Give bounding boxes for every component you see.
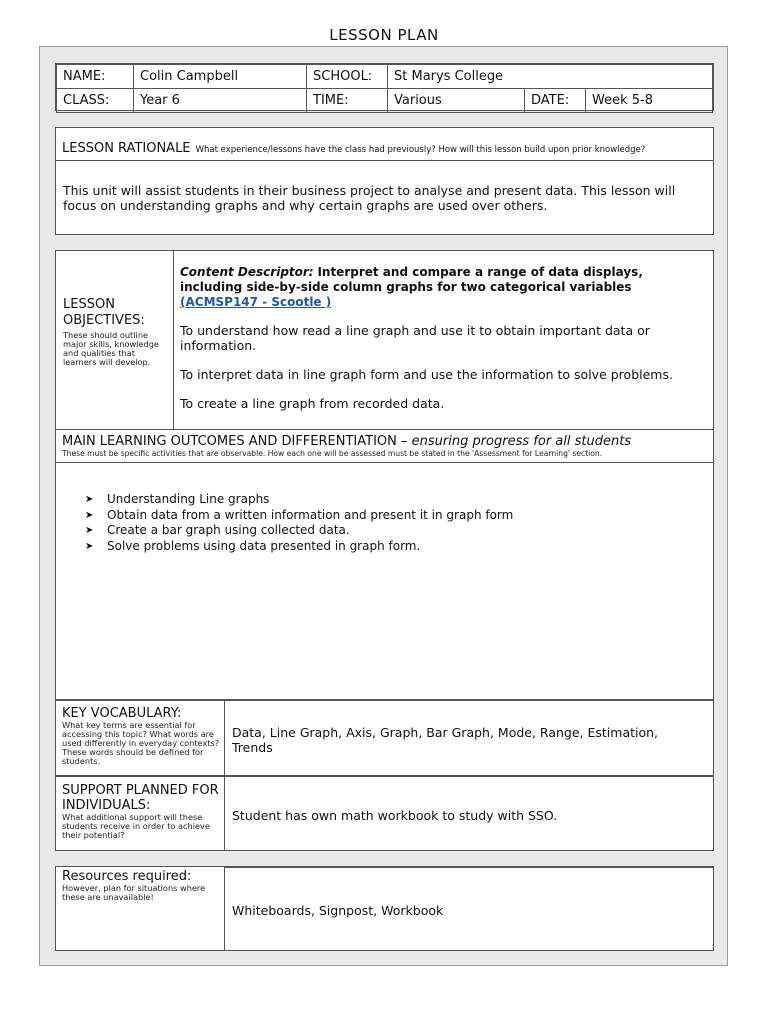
list-item: ➤ Understanding Line graphs <box>85 492 270 506</box>
class-value: Year 6 <box>134 89 307 113</box>
rationale-section <box>55 127 714 235</box>
vocabulary-section <box>55 700 714 776</box>
resources-section <box>55 866 714 951</box>
objective-item: To interpret data in line graph form and use the information to solve problems. <box>180 367 673 382</box>
arrow-bullet-icon: ➤ <box>85 494 94 505</box>
outcomes-hint: These must be specific activities that are observable. How each one will be assessed must be stated in the 'Assessment for Learning' section. <box>62 449 603 458</box>
school-label: SCHOOL: <box>307 65 388 89</box>
vocabulary-text: Data, Line Graph, Axis, Graph, Bar Graph, Mode, Range, Estimation, Trends <box>232 725 659 755</box>
list-item: ➤ Obtain data from a written information and present it in graph form <box>85 507 514 522</box>
arrow-bullet-icon: ➤ <box>85 509 94 521</box>
outcomes-label: MAIN LEARNING OUTCOMES AND DIFFERENTIATION <box>62 434 397 449</box>
rationale-text: This unit will assist students in their business project to analyse and present data. This lesson will focus on understanding graphs and why certain graphs are used over others. <box>63 183 676 213</box>
support-text: Student has own math workbook to study with SSO. <box>232 808 558 823</box>
vocabulary-hint: What key terms are essential for accessing this topic? What words are used differently in everyday contexts? These words should be defined for students. <box>62 720 220 766</box>
support-hint: What additional support will these students receive in order to achieve their potential? <box>62 812 210 840</box>
time-label: TIME: <box>307 89 388 113</box>
objective-item: To create a line graph from recorded data. <box>180 396 445 411</box>
rationale-prompt: What experience/lessons have the class had previously? How will this lesson build upon prior knowledge? <box>195 145 646 155</box>
list-item: ➤ Create a bar graph using collected data. <box>85 523 350 537</box>
support-section <box>55 776 714 851</box>
objectives-hint: These should outline major skills, knowledge and qualities that learners will develop. <box>63 330 159 367</box>
arrow-bullet-icon: ➤ <box>85 525 94 536</box>
resources-label: Resources required: <box>62 869 192 884</box>
time-value: Various <box>388 89 525 113</box>
arrow-bullet-icon: ➤ <box>85 540 94 552</box>
resources-text: Whiteboards, Signpost, Workbook <box>232 903 444 918</box>
content-descriptor-text: Interpret and compare a range of data displays, including side-by-side column graphs for two categorical variables <box>180 265 643 294</box>
content-descriptor-label: Content Descriptor: <box>180 265 314 279</box>
objectives-outcomes-section <box>55 250 714 700</box>
date-value: Week 5-8 <box>586 89 713 113</box>
outcomes-emphasis: – ensuring progress for all students <box>401 434 632 449</box>
date-label: DATE: <box>525 89 586 113</box>
vocabulary-label: KEY VOCABULARY: <box>62 706 182 721</box>
name-value: Colin Campbell <box>134 65 307 89</box>
rationale-label: LESSON RATIONALE <box>62 141 191 156</box>
resources-hint: However, plan for situations where these are unavailable! <box>62 883 206 902</box>
outcomes-list <box>85 492 703 554</box>
list-item: ➤ Solve problems using data presented in graph form. <box>85 538 421 553</box>
page-title: LESSON PLAN <box>329 26 439 44</box>
support-label: SUPPORT PLANNED FOR INDIVIDUALS: <box>62 783 219 813</box>
objectives-label: LESSON OBJECTIVES: <box>63 297 145 328</box>
acmsp147-link[interactable]: (ACMSP147 - Scootle ) <box>180 295 332 309</box>
school-value: St Marys College <box>388 65 713 89</box>
header-table <box>55 63 714 111</box>
objective-item: To understand how read a line graph and use it to obtain important data or information. <box>180 323 650 353</box>
name-label: NAME: <box>57 65 134 89</box>
class-label: CLASS: <box>57 89 134 113</box>
